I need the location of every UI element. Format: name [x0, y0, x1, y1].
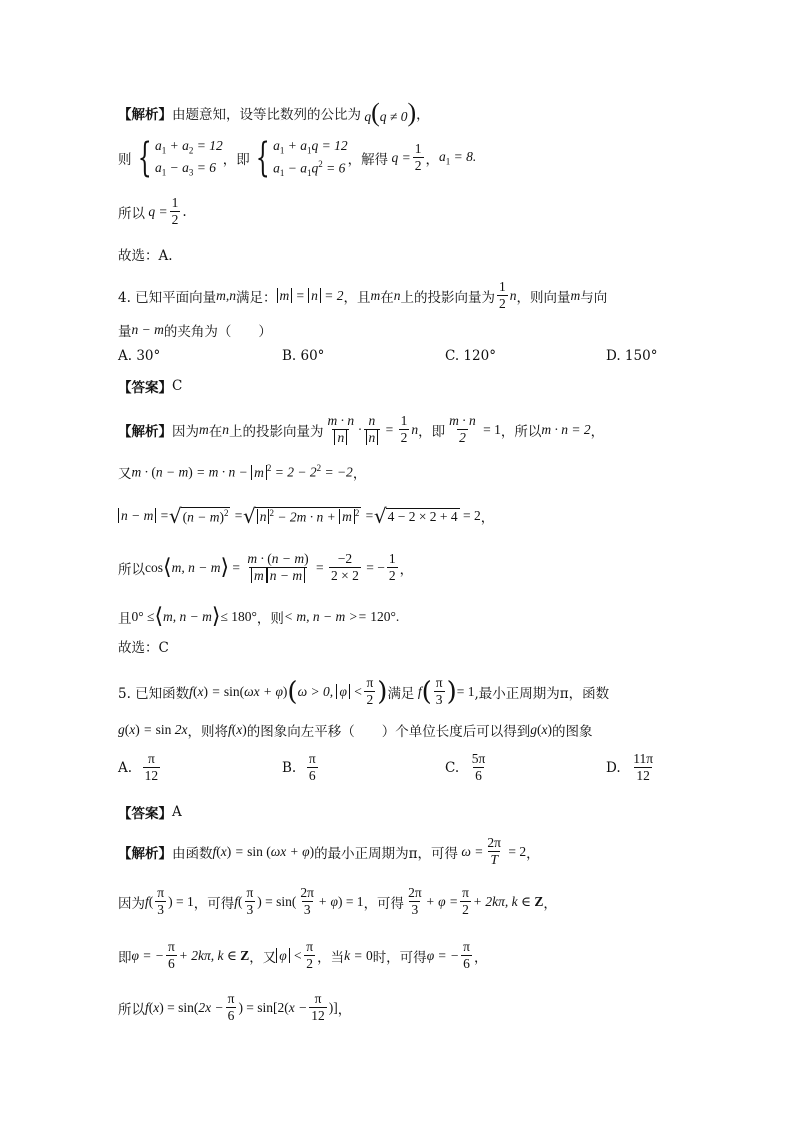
option-b: B. 60°	[282, 348, 325, 364]
question-4-line-2: 量 n − m 的夹角为（ ）	[118, 322, 272, 340]
analysis-q4-line-2: 又 m · (n − m) = m · n − m $^2 = 2 - 2^2 = -2$ ，	[118, 463, 367, 482]
analysis-q5-line-1: 【解析】 由函数 f(x) = sin (ωx + φ) 的最小正周期为π，可得 ω = $\frac{2\pi}{T}$ = 2 ，	[118, 835, 540, 868]
option-5a: A. $\frac{\pi}{12}$	[118, 751, 159, 784]
analysis-q4-line-6: 故选：C	[118, 640, 169, 656]
equation-system-2: { $a_1 + a_1q = 12$ $a_1 - a_1q^2 = 6$	[255, 134, 348, 181]
analysis-tag: 【解析】	[118, 107, 172, 123]
analysis-q5-line-4: 所以 f(x) = sin(2x − $\frac{\pi}{6}$ ) = sin[2( x − $\frac{\pi}{12}$ )] ，	[118, 991, 352, 1024]
analysis-q4-line-5: 且 0° ≤ ⟨ m, n − m ⟩ ≤ 180° ，则 < m, n − m >= 120°.	[118, 604, 400, 629]
analysis-q5-line-2: 因为 f( $\frac{\pi}{3}$ ) = 1 ，可得 f( $\frac{\pi}{3}$ ) = sin( $\frac{2\pi}{3}$ + φ ) = 1 ，可得 $\frac{2\pi}{3}$ + φ = $\frac{\pi}{2}$ + 2kπ, k ∈ Z ，	[118, 885, 557, 918]
answer-line-1: 【答案】 C	[118, 378, 183, 396]
analysis-line-2: 则 { $a_1 + a_2 = 12$ $a_1 - a_3 = 6$ ，即 { $a_1 + a_1q = 12$ $a_1 - a_1q^2 = 6$ ，解得 q = $\frac{1}{2}$ ， $a_1 = 8$.	[118, 134, 477, 181]
option-5b: B. $\frac{\pi}{6}$	[282, 751, 316, 784]
question-5-line-2: g(x) = sin 2x ，则将 f(x) 的图象向左平移（ ）个单位长度后可以得到 g(x) 的图象	[118, 722, 593, 740]
analysis-line-1: 【解析】 由题意知，设等比数列的公比为 q(q ≠ 0) ，	[118, 98, 430, 127]
option-a: A. 30°	[118, 348, 161, 364]
option-c: C. 120°	[445, 348, 496, 364]
option-5c: C. $\frac{5\pi}{6}$	[445, 751, 486, 784]
option-d: D. 150°	[606, 348, 658, 364]
analysis-q4-line-1: 【解析】 因为 m 在 n 上的投影向量为 $\frac{m \cdot n}{n}$ · $\frac{n}{n}$ = $\frac{1}{2}$ n ，即 $\frac{m \cdot n}{2}$ = 1 ，所以 m · n = 2 ，	[118, 413, 605, 446]
analysis-q4-line-4: 所以 cos ⟨ m, n − m ⟩ = $\frac{m \cdot (n - m)}{\text{m n − m}}$ = $\frac{-2}{2 \times 2}$ = − $\frac{1}{2}$ ，	[118, 551, 414, 584]
question-4-line-1: 4. 已知平面向量 m,n 满足： m = n = 2 ，且 m 在 n 上的投影向量为 $\frac{1}{2}$ n ，则向量 m 与向	[118, 279, 608, 312]
option-5d: D. $\frac{11\pi}{12}$	[606, 751, 654, 784]
equation-system-1: { $a_1 + a_2 = 12$ $a_1 - a_3 = 6$	[137, 134, 223, 181]
analysis-line-4: 故选：A.	[118, 248, 173, 264]
analysis-q4-line-3: n − m = √ $(n - m)^2$ = √ n $^2$ − 2m · n + m $^2$ = √ 4 − 2 × 2 + 4 = 2 ，	[118, 504, 494, 528]
answer-line-2: 【答案】 A	[118, 804, 182, 822]
analysis-text: 由题意知，设等比数列的公比为	[172, 107, 361, 123]
analysis-line-3: 所以 q = $\frac{1}{2}$ .	[118, 195, 187, 228]
question-5-line-1: 5. 已知函数 f(x) = sin(ωx + φ) ( ω > 0, φ < $\frac{\pi}{2}$ ) 满足 f ( $\frac{\pi}{3}$ ) = 1 ,最小正周期为π，函数	[118, 675, 610, 708]
analysis-q5-line-3: 即 φ = − $\frac{\pi}{6}$ + 2kπ, k ∈ Z ，又 φ < $\frac{\pi}{2}$ ，当 k = 0 时，可得 φ = − $\frac{\pi}{6}$ ，	[118, 939, 488, 972]
